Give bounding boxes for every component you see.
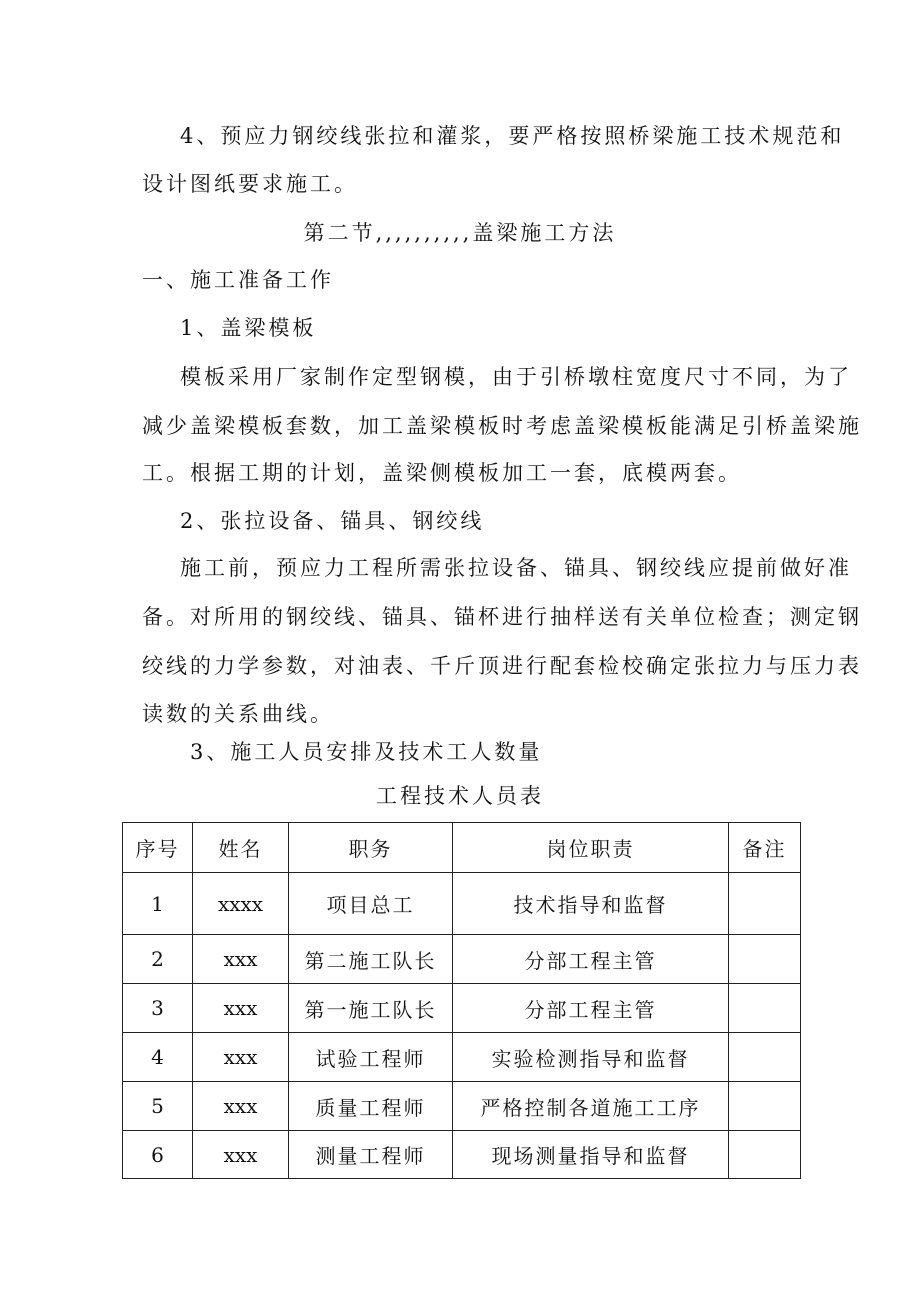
table-cell: 分部工程主管 [453, 935, 729, 984]
table-cell: 试验工程师 [289, 1033, 453, 1082]
table-cell [729, 1082, 801, 1131]
table-row [123, 1033, 801, 1082]
header-cell: 岗位职责 [453, 823, 729, 873]
table-cell: 2 [123, 935, 193, 984]
table-cell: 第二施工队长 [289, 935, 453, 984]
table-cell: 4 [123, 1033, 193, 1082]
subheading: 3、施工人员安排及技术工人数量 [190, 740, 543, 764]
table-cell: 测量工程师 [289, 1131, 453, 1179]
paragraph-line: 4、预应力钢绞线张拉和灌浆，要严格按照桥梁施工技术规范和 [180, 124, 845, 148]
table-cell: 3 [123, 984, 193, 1033]
table-title: 工程技术人员表 [376, 784, 544, 808]
table-cell: 5 [123, 1082, 193, 1131]
table-row [123, 1131, 801, 1179]
header-cell: 备注 [729, 823, 801, 873]
table-cell: 技术指导和监督 [453, 873, 729, 935]
table-cell: 现场测量指导和监督 [453, 1131, 729, 1179]
paragraph-line: 绞线的力学参数，对油表、千斤顶进行配套检校确定张拉力与压力表 [142, 654, 862, 678]
subheading: 1、盖梁模板 [180, 316, 317, 340]
section-title: 第二节,,,,,,,,,,盖梁施工方法 [303, 221, 617, 245]
table-cell [729, 984, 801, 1033]
table-cell [729, 873, 801, 935]
header-cell: 职务 [289, 823, 453, 873]
table-header-row [123, 823, 801, 873]
paragraph-line: 施工前，预应力工程所需张拉设备、锚具、钢绞线应提前做好准 [180, 556, 852, 580]
paragraph-line: 模板采用厂家制作定型钢模，由于引桥墩柱宽度尺寸不同，为了 [180, 365, 852, 389]
table-cell: 分部工程主管 [453, 984, 729, 1033]
table-cell [729, 935, 801, 984]
paragraph-line: 读数的关系曲线。 [142, 702, 334, 726]
table-cell: xxx [193, 1033, 289, 1082]
table-cell: 实验检测指导和监督 [453, 1033, 729, 1082]
paragraph-line: 工。根据工期的计划，盖梁侧模板加工一套，底模两套。 [142, 461, 742, 485]
table-cell: xxx [193, 935, 289, 984]
heading: 一、施工准备工作 [142, 268, 334, 292]
table-cell [729, 1131, 801, 1179]
paragraph-line: 设计图纸要求施工。 [142, 172, 358, 196]
table-cell: 质量工程师 [289, 1082, 453, 1131]
table-cell [729, 1033, 801, 1082]
table-cell: 6 [123, 1131, 193, 1179]
paragraph-line: 减少盖梁模板套数，加工盖梁模板时考虑盖梁模板能满足引桥盖梁施 [142, 414, 862, 438]
table-row [123, 1082, 801, 1131]
table-cell: 项目总工 [289, 873, 453, 935]
header-cell: 姓名 [193, 823, 289, 873]
table-cell: xxx [193, 984, 289, 1033]
table-cell: xxx [193, 1131, 289, 1179]
header-cell: 序号 [123, 823, 193, 873]
table-row [123, 873, 801, 935]
table-cell: 严格控制各道施工工序 [453, 1082, 729, 1131]
table-row [123, 935, 801, 984]
table-cell: 1 [123, 873, 193, 935]
staff-table [122, 822, 801, 1179]
subheading: 2、张拉设备、锚具、钢绞线 [180, 509, 485, 533]
paragraph-line: 备。对所用的钢绞线、锚具、锚杯进行抽样送有关单位检查；测定钢 [142, 605, 862, 629]
table-cell: xxxx [193, 873, 289, 935]
table-row [123, 984, 801, 1033]
table-cell: xxx [193, 1082, 289, 1131]
table-cell: 第一施工队长 [289, 984, 453, 1033]
